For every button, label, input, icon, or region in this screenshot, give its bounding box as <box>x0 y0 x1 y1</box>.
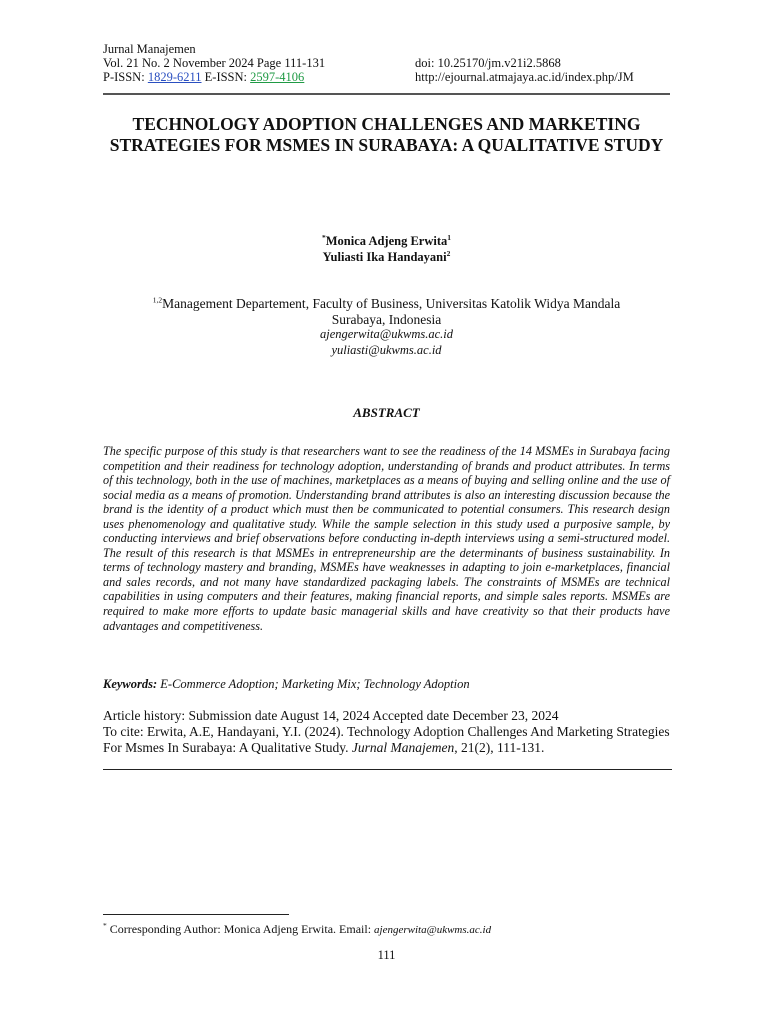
issn-print-label: P-ISSN: <box>103 70 145 84</box>
citation <box>103 724 670 756</box>
journal-url[interactable]: http://ejournal.atmajaya.ac.id/index.php/JM <box>415 70 634 84</box>
citation-divider <box>103 769 672 770</box>
volume-line: Vol. 21 No. 2 November 2024 Page 111-131 <box>103 56 326 70</box>
author-email-2[interactable]: yuliasti@ukwms.ac.id <box>331 342 442 357</box>
header-row-3 <box>103 70 670 84</box>
issn-print-link[interactable]: 1829-6211 <box>147 70 202 84</box>
corresponding-marker: * <box>321 232 326 242</box>
author-1 <box>103 233 670 249</box>
journal-name: Jurnal Manajemen <box>103 42 196 56</box>
author-name: Yuliasti Ika Handayani <box>322 250 447 264</box>
keywords <box>103 677 670 692</box>
footnote-email[interactable]: ajengerwita@ukwms.ac.id <box>374 924 492 936</box>
header-row-1 <box>103 42 670 56</box>
affiliation-sup: 1,2 <box>152 295 163 305</box>
author-list <box>103 233 670 265</box>
footnote-marker: * <box>103 921 107 930</box>
journal-header <box>103 42 670 84</box>
footnote-divider <box>103 914 289 915</box>
keywords-text: E-Commerce Adoption; Marketing Mix; Technology Adoption <box>160 677 470 691</box>
paper-title: TECHNOLOGY ADOPTION CHALLENGES AND MARKETING STRATEGIES FOR MSMES IN SURABAYA: A QUALITATIVE STUDY <box>109 114 664 155</box>
footnote-text: Corresponding Author: Monica Adjeng Erwita. Email: <box>109 922 372 936</box>
citation-suffix: , 21(2), 111-131. <box>454 740 545 755</box>
abstract-heading: ABSTRACT <box>353 405 420 420</box>
issn-online-link[interactable]: 2597-4106 <box>250 70 305 84</box>
keywords-label: Keywords: <box>103 677 158 691</box>
affiliation-block <box>103 296 670 358</box>
abstract-text: The specific purpose of this study is that researchers want to see the readiness of the 14 MSMEs in Surabaya facing competition and their readiness for technology adoption, understanding of brands and product attributes. In terms of this technology, both in the use of machines, marketplaces as a means of buying and selling online and the use of social media as a means of promotion. Understanding brand attributes is also an interesting discussion because the brand is the identity of a product which must then be communicated to potential consumers. This research design uses phenomenology and qualitative study. While the sample selection in this study used a purposive sample, by conducting interviews and brief observations before conducting in-depth interviews using a semi-structured model. The result of this research is that MSMEs in entrepreneurship are the determinants of business sustainability. In terms of technology mastery and branding, MSMEs have weaknesses in adapting to join e-marketplaces, financial and sales records, and not many have standardized packaging labels. The constraints of MSMEs are technical capabilities in using computers and their features, making financial reports, and simple sales reports. MSMEs are required to make more efforts to update basic managerial skills and have creativity so that their products have advantages and competitiveness. <box>103 444 670 633</box>
author-2 <box>103 249 670 265</box>
author-affiliation-sup: 1 <box>447 232 452 242</box>
issn-online-label: E-ISSN: <box>204 70 248 84</box>
affiliation-line-2: Surabaya, Indonesia <box>331 311 442 327</box>
affiliation-line-1 <box>103 296 670 312</box>
author-email-1[interactable]: ajengerwita@ukwms.ac.id <box>319 327 453 341</box>
doi-text: doi: 10.25170/jm.v21i2.5868 <box>415 56 561 70</box>
author-affiliation-sup: 2 <box>446 248 451 258</box>
affiliation-text: Management Departement, Faculty of Business, Universitas Katolik Widya Mandala <box>162 296 621 311</box>
article-history: Article history: Submission date August 14, 2024 Accepted date December 23, 2024 <box>103 708 559 723</box>
citation-prefix: To cite: Erwita, A.E, Handayani, Y.I. (2024). Technology Adoption Challenges And Marketing Strategies For Msmes In Surabaya: A Qualitative Study. <box>103 724 670 755</box>
footnote <box>103 922 670 937</box>
page-number: 111 <box>377 948 396 962</box>
header-row-2 <box>103 56 670 70</box>
header-divider <box>103 93 670 95</box>
author-name: Monica Adjeng Erwita <box>325 234 448 248</box>
citation-journal: Jurnal Manajemen <box>351 740 455 755</box>
